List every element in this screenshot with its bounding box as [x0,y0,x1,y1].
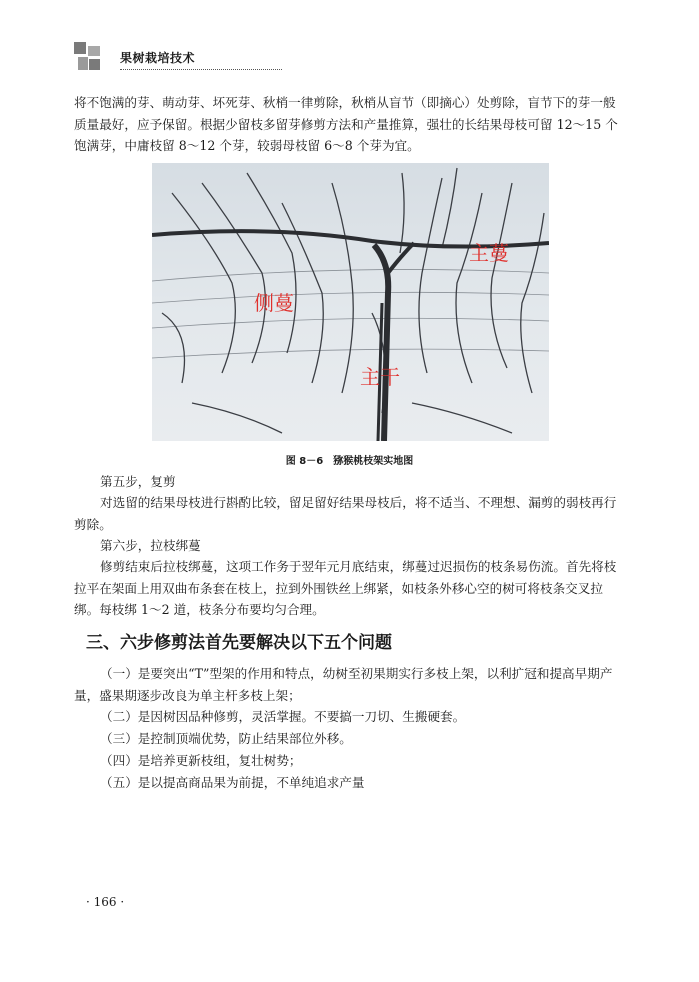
step5-title: 第五步，复剪 [100,474,176,489]
figure-caption: 图 8－6 猕猴桃枝架实地图 [285,456,414,467]
side-vine-label: 侧蔓 [254,291,294,315]
section-heading: 三、六步修剪法首先要解决以下五个问题 [86,633,392,653]
header-divider [120,69,282,70]
step6-title: 第六步，拉枝绑蔓 [100,538,201,553]
list-item: （一）是要突出“T”型架的作用和特点，幼树至初果期实行多枝上架，以利扩冠和提高早期产量，盛果期逐步改良为单主杆多枝上架； [74,666,613,703]
step6-body: 修剪结束后拉枝绑蔓，这项工作务于翌年元月底结束，绑蔓过迟损伤的枝条易伤流。首先将枝拉平在架面上用双曲布条套在枝上，拉到外围铁丝上绑紧，如枝条外移心空的树可将枝条交叉拉绑。每枝绑 1～2 道，枝条分布要均匀合理。 [74,559,617,617]
list-item: （四）是培养更新枝组，复壮树势； [100,753,302,768]
main-vine-label: 主蔓 [469,241,509,265]
kiwi-trellis-photo [152,163,549,441]
header-logo-icon [74,42,102,72]
running-header [74,38,634,78]
page-number: · 166 · [86,895,125,909]
step5-body: 对选留的结果母枝进行斟酌比较，留足留好结果母枝后，将不适当、不理想、漏剪的弱枝再行剪除。 [74,495,617,532]
trunk-label: 主干 [360,365,400,389]
list-item: （三）是控制顶端优势，防止结果部位外移。 [100,731,352,746]
list-item: （五）是以提高商品果为前提，不单纯追求产量 [100,775,365,790]
intro-paragraph: 将不饱满的芽、萌动芽、坏死芽、秋梢一律剪除，秋梢从盲节（即摘心）处剪除，盲节下的芽一般质量最好，应予保留。根据少留枝多留芽修剪方法和产量推算，强壮的长结果母枝可留 12～15 个饱满芽，中庸枝留 8～12 个芽，较弱母枝留 6～8 个芽为宜。 [74,95,618,153]
header-title: 果树栽培技术 [120,51,196,65]
list-item: （二）是因树因品种修剪，灵活掌握。不要搞一刀切、生搬硬套。 [100,709,466,724]
